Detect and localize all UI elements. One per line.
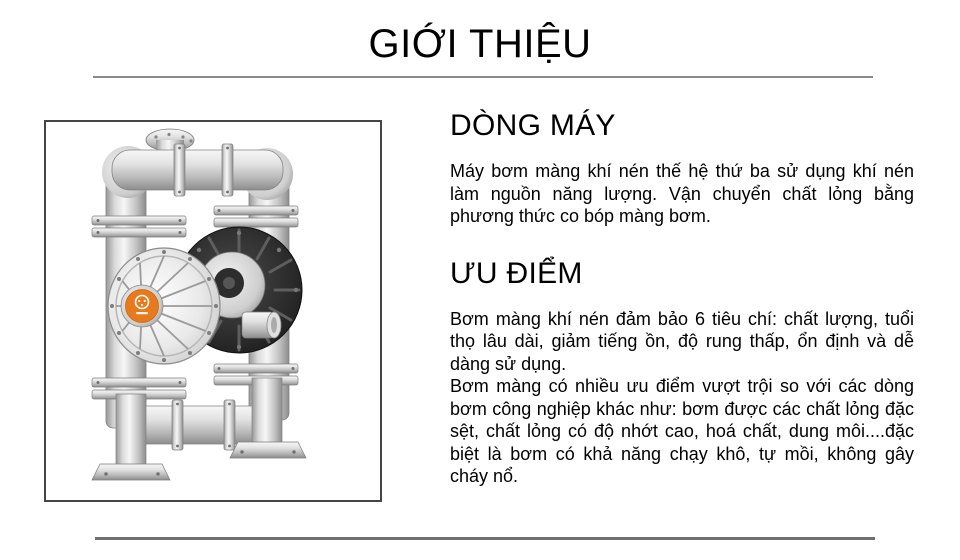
title-divider [93, 76, 873, 78]
pump-image-frame [44, 120, 382, 502]
section-paragraph-uu-diem-2: Bơm màng có nhiều ưu điểm vượt trội so với các dòng bơm công nghiệp khác như: bơm được các chất lỏng đặc sệt, chất lỏng có độ nhớt cao, hoá chất, dung môi....đặc biệt là bơm có khả năng chạy khô, tự mồi, không gây cháy nổ. [450, 376, 914, 486]
section-paragraph-uu-diem-1: Bơm màng khí nén đảm bảo 6 tiêu chí: chất lượng, tuổi thọ lâu dài, giảm tiếng ồn, độ rung thấp, ổn định và dễ dàng sử dụng. [450, 308, 914, 374]
content-column [450, 108, 914, 488]
footer-divider [95, 537, 875, 540]
pump-front-chamber [108, 248, 220, 364]
page-title: GIỚI THIỆU [368, 22, 592, 66]
pump-top-manifold [102, 144, 293, 200]
pump-muffler [242, 312, 281, 338]
diaphragm-pump-photo [46, 122, 380, 500]
section-heading-dong-may: DÒNG MÁY [450, 109, 616, 142]
section-paragraph-dong-may: Máy bơm màng khí nén thế hệ thứ ba sử dụng khí nén làm nguồn năng lượng. Vận chuyển chất lỏng bằng phương thức co bóp màng bơm. [450, 161, 914, 226]
section-heading-uu-diem: ƯU ĐIỂM [450, 256, 583, 290]
